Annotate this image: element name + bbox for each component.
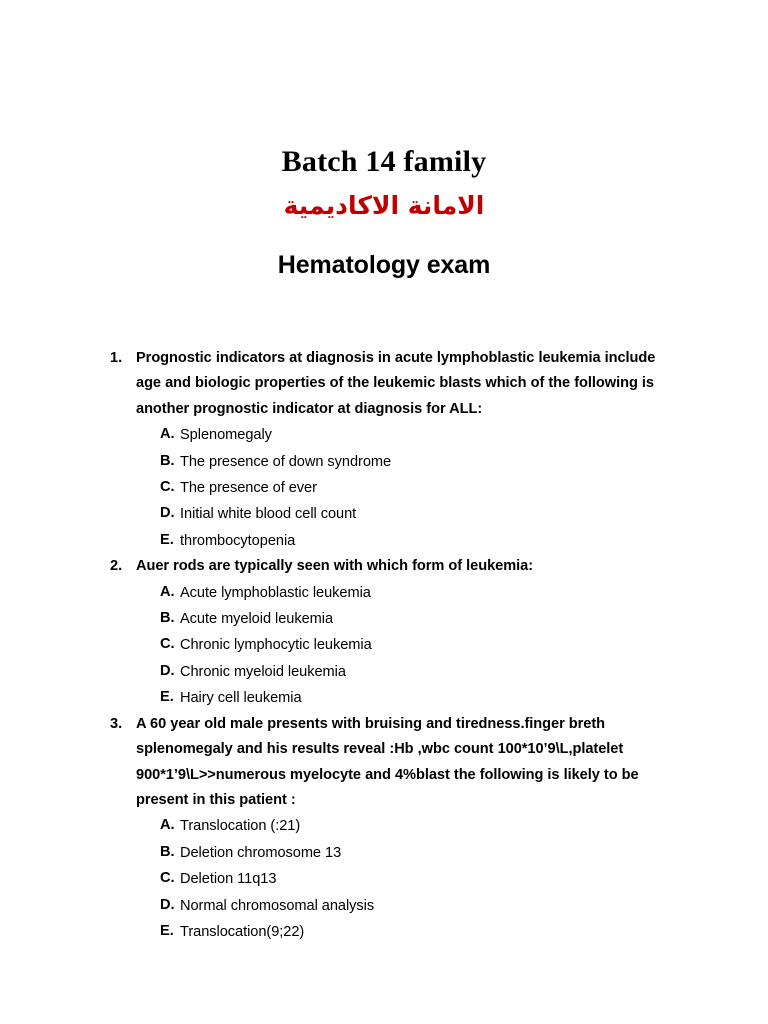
question-item-2 (0, 554, 768, 711)
option-letter: A. (160, 817, 175, 834)
question-number: 2. (110, 558, 123, 575)
option-text: Acute lymphoblastic leukemia (180, 584, 371, 601)
option-text: Translocation (:21) (180, 818, 301, 835)
document-header (0, 0, 768, 281)
option-2-c[interactable] (113, 632, 684, 658)
option-letter: B. (160, 843, 175, 860)
option-list (113, 422, 684, 554)
option-text: Normal chromosomal analysis (180, 897, 375, 914)
option-letter: C. (160, 636, 175, 653)
option-letter: E. (160, 922, 174, 939)
option-letter: C. (160, 479, 175, 496)
question-text: Prognostic indicators at diagnosis in acute lymphoblastic leukemia include age and biologic properties of the leukemic blasts which of the following is another prognostic indicator at diagnosis for ALL: (136, 350, 656, 417)
question-item-1 (0, 346, 768, 554)
option-2-a[interactable] (113, 580, 684, 606)
option-letter: D. (160, 662, 175, 679)
option-2-e[interactable] (113, 685, 684, 711)
option-text: Splenomegaly (180, 427, 272, 444)
option-text: Hairy cell leukemia (180, 690, 302, 707)
option-letter: A. (160, 583, 175, 600)
question-item-3 (0, 712, 768, 946)
option-text: The presence of down syndrome (180, 453, 392, 470)
question-text: A 60 year old male presents with bruising and tiredness.finger breth splenomegaly and his results reveal :Hb ,wbc count 100*10’9\L,platelet 900*1’9\L>>numerous myelocyte and 4%blast the following is likely to be present in this patient : (136, 715, 639, 808)
option-3-a[interactable] (113, 813, 684, 839)
option-letter: C. (160, 870, 175, 887)
question-text: Auer rods are typically seen with which form of leukemia: (136, 558, 534, 575)
option-letter: A. (160, 426, 175, 443)
option-list (113, 813, 684, 945)
option-3-b[interactable] (113, 840, 684, 866)
option-text: Deletion chromosome 13 (180, 844, 342, 861)
arabic-subtitle: الامانة الاكاديمية (283, 191, 485, 220)
exam-heading: Hematology exam (277, 251, 491, 279)
option-text: Chronic lymphocytic leukemia (180, 637, 372, 654)
option-letter: D. (160, 896, 175, 913)
option-text: Initial white blood cell count (180, 506, 357, 523)
option-1-c[interactable] (113, 475, 684, 501)
option-text: Translocation(9;22) (180, 923, 305, 940)
option-list (113, 580, 684, 712)
option-3-c[interactable] (113, 866, 684, 892)
option-2-b[interactable] (113, 606, 684, 632)
option-3-d[interactable] (113, 893, 684, 919)
question-number: 1. (110, 350, 123, 366)
option-1-b[interactable] (113, 449, 684, 475)
question-list (0, 346, 768, 945)
option-1-a[interactable] (113, 422, 684, 448)
option-text: thrombocytopenia (180, 532, 296, 549)
option-text: Acute myeloid leukemia (180, 611, 334, 628)
option-2-d[interactable] (113, 659, 684, 685)
option-letter: D. (160, 505, 175, 522)
option-3-e[interactable] (113, 919, 684, 945)
option-letter: B. (160, 452, 175, 469)
option-letter: E. (160, 531, 174, 548)
question-number: 3. (110, 715, 123, 732)
page-title: Batch 14 family (281, 145, 487, 178)
option-letter: B. (160, 610, 175, 627)
option-text: Chronic myeloid leukemia (180, 663, 346, 680)
option-text: The presence of ever (180, 480, 317, 497)
option-text: Deletion 11q13 (180, 871, 277, 888)
option-1-d[interactable] (113, 501, 684, 527)
option-1-e[interactable] (113, 528, 684, 554)
option-letter: E. (160, 689, 174, 706)
